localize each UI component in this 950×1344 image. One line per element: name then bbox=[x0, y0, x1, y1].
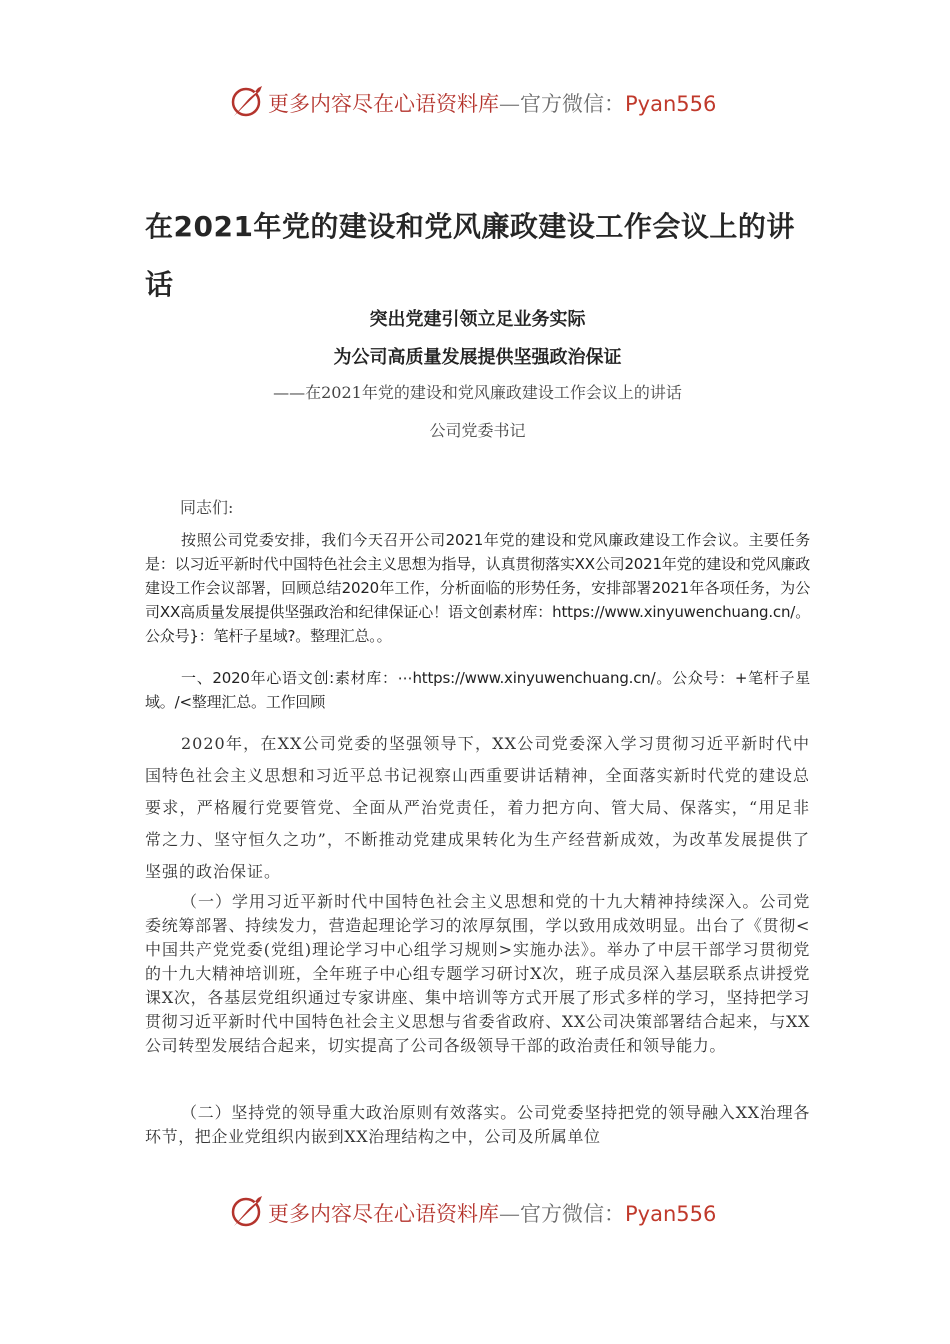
paragraph-item-2: （二）坚持党的领导重大政治原则有效落实。公司党委坚持把党的领导融入XX治理各环节，把企业党组织内嵌到XX治理结构之中，公司及所属单位 bbox=[145, 1103, 810, 1146]
banner-wechat-id: Pyan556 bbox=[625, 1202, 717, 1226]
paragraph-item-1: （一）学用习近平新时代中国特色社会主义思想和党的十九大精神持续深入。公司党委统筹部署、持续发力，营造起理论学习的浓厚氛围，学以致用成效明显。出台了《贯彻<中国共产党党委(党组)理论学习中心组学习规则>实施办法》。举办了中层干部学习贯彻党的十九大精神培训班，全年班子中心组专题学习研讨X次，班子成员深入基层联系点讲授党课X次，各基层党组织通过专家讲座、集中培训等方式开展了形式多样的学习，坚持把学习贯彻习近平新时代中国特色社会主义思想与省委省政府、XX公司决策部署结合起来，与XX公司转型发展结合起来，切实提高了公司各级领导干部的政治责任和领导能力。 bbox=[145, 892, 810, 1055]
banner-dash: — bbox=[499, 1202, 520, 1226]
subtitle-1: 突出党建引领立足业务实际 bbox=[369, 309, 586, 330]
banner-text bbox=[268, 88, 716, 118]
quill-logo-icon bbox=[228, 82, 266, 120]
document-title: 在2021年党的建设和党风廉政建设工作会议上的讲话 bbox=[145, 210, 795, 301]
banner-title: 更多内容尽在心语资料库 bbox=[268, 92, 499, 116]
paragraph-intro: 按照公司党委安排，我们今天召开公司2021年党的建设和党风廉政建设工作会议。主要任务是：以习近平新时代中国特色社会主义思想为指导，认真贯彻落实XX公司2021年党的建设和党风廉政建设工作会议部署，回顾总结2020年工作，分析面临的形势任务，安排部署2021年各项任务，为公司XX高质量发展提供坚强政治和纪律保证心！语文创素材库：https://www.xinyuwenchuang.cn/。公众号}：笔杆子星域?。整理汇总。。 bbox=[145, 531, 810, 645]
banner-wechat-label: 官方微信： bbox=[520, 92, 625, 116]
author-line: 公司党委书记 bbox=[429, 421, 526, 440]
banner-wechat-id: Pyan556 bbox=[625, 92, 717, 116]
greeting: 同志们: bbox=[180, 498, 234, 517]
banner-text bbox=[268, 1198, 716, 1228]
paragraph-section-heading: 一、2020年心语文创:素材库：⋯https://www.xinyuwenchuang.cn/。公众号：+笔杆子星域。/<整理汇总。工作回顾 bbox=[145, 669, 810, 711]
banner-wechat-label: 官方微信： bbox=[520, 1202, 625, 1226]
footer-banner bbox=[0, 1190, 950, 1234]
quill-logo-icon bbox=[228, 1192, 266, 1230]
banner-title: 更多内容尽在心语资料库 bbox=[268, 1202, 499, 1226]
paragraph-review: 2020年，在XX公司党委的坚强领导下，XX公司党委深入学习贯彻习近平新时代中国特色社会主义思想和习近平总书记视察山西重要讲话精神，全面落实新时代党的建设总要求，严格履行党要管党、全面从严治党责任，着力把方向、管大局、保落实，“用足非常之力、坚守恒久之功”，不断推动党建成果转化为生产经营新成效，为改革发展提供了坚强的政治保证。 bbox=[145, 734, 810, 881]
header-banner bbox=[0, 80, 950, 124]
banner-dash: — bbox=[499, 92, 520, 116]
subtitle-2: 为公司高质量发展提供坚强政治保证 bbox=[333, 347, 622, 368]
subtitle-3: ——在2021年党的建设和党风廉政建设工作会议上的讲话 bbox=[273, 383, 682, 402]
